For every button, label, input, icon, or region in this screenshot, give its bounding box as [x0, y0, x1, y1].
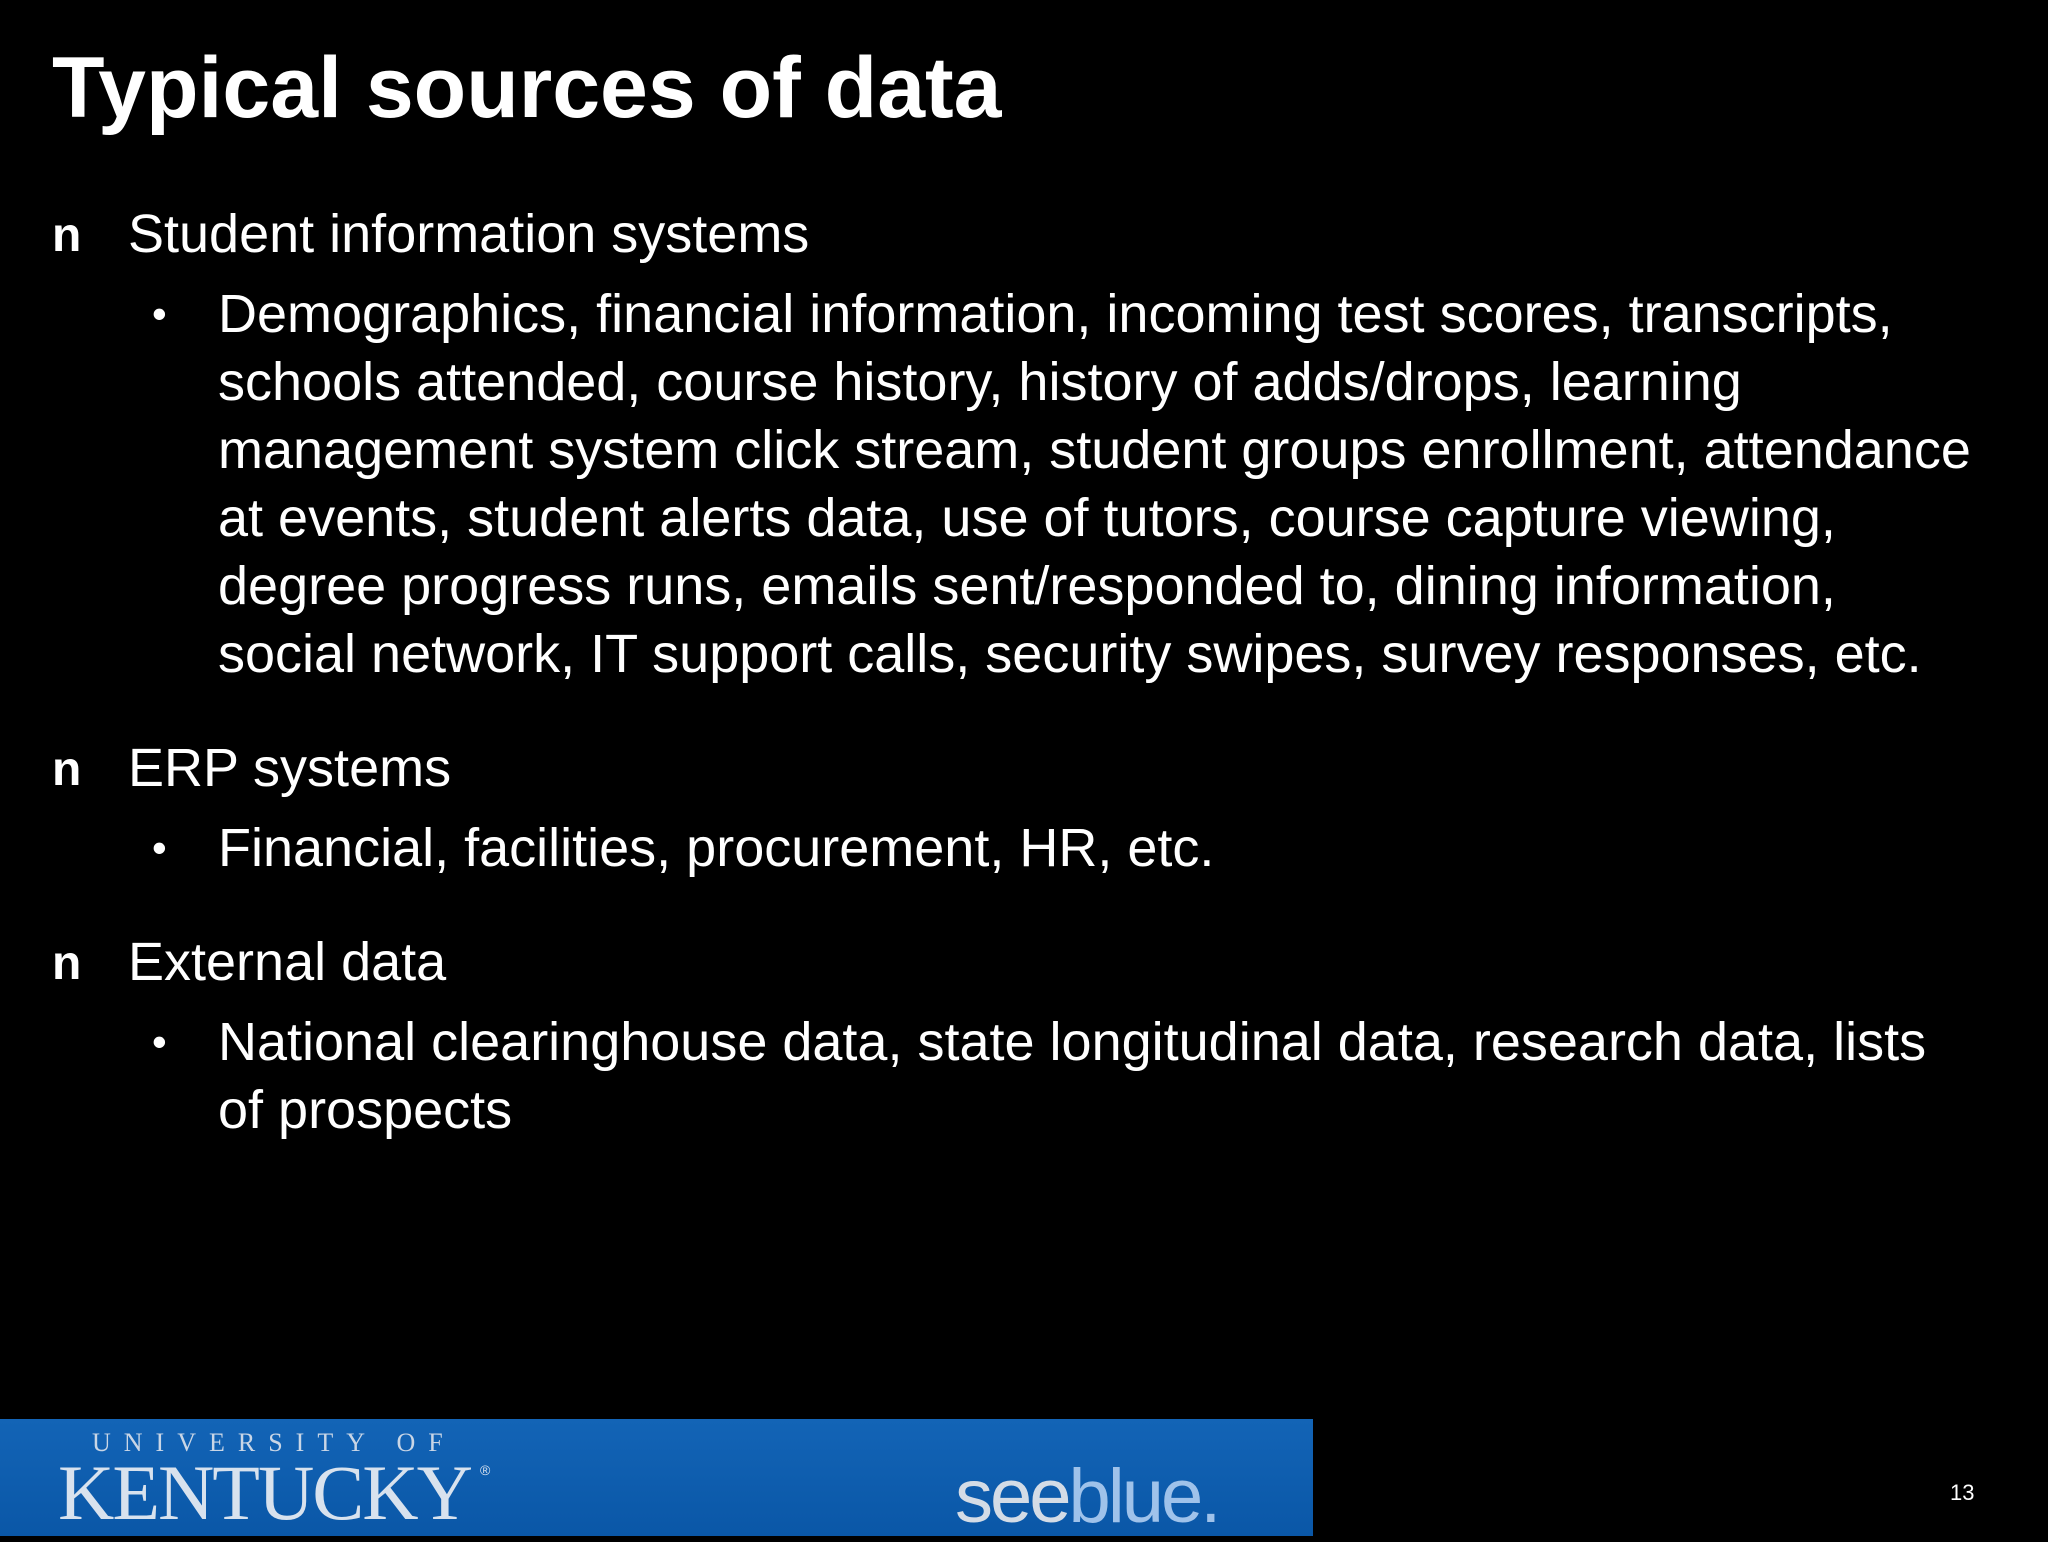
level2-item: [52, 1008, 1972, 1144]
seeblue-blue: blue.: [1068, 1454, 1219, 1539]
bullet-icon: •: [152, 290, 167, 337]
level2-item: [52, 280, 1972, 688]
level1-heading: External data: [128, 932, 447, 992]
slide-title: Typical sources of data: [52, 40, 1002, 136]
level2-detail: Demographics, financial information, incoming test scores, transcripts, schools attended, course history, history of adds/drops, learning management system click stream, student groups enrollment, attendance at events, student alerts data, use of tutors, course capture viewing, degree progress runs, emails sent/responded to, dining information, social network, IT support calls, security swipes, survey responses, etc.: [218, 284, 1971, 684]
section-erp-systems: [52, 734, 1972, 882]
level1-item: [52, 734, 1972, 802]
section-external-data: [52, 928, 1972, 1144]
level1-item: [52, 928, 1972, 996]
slide-content: [52, 200, 1972, 1144]
bullet-icon: •: [152, 824, 167, 871]
level1-heading: ERP systems: [128, 738, 452, 798]
seeblue-logo: [955, 1452, 1218, 1542]
page-number: 13: [1950, 1480, 1975, 1505]
square-bullet-icon: n: [52, 743, 82, 796]
level2-item: [52, 814, 1972, 882]
square-bullet-icon: n: [52, 937, 82, 990]
square-bullet-icon: n: [52, 209, 82, 262]
level1-heading: Student information systems: [128, 204, 810, 264]
bullet-icon: •: [152, 1018, 167, 1065]
level2-detail: Financial, facilities, procurement, HR, etc.: [218, 818, 1215, 878]
level1-item: [52, 200, 1972, 268]
registered-mark: ®: [480, 1462, 491, 1478]
university-of-label: UNIVERSITY OF: [92, 1428, 456, 1457]
level2-detail: National clearinghouse data, state longitudinal data, research data, lists of prospects: [218, 1012, 1927, 1140]
kentucky-logo-text: KENTUCKY: [58, 1449, 471, 1536]
section-student-information-systems: [52, 200, 1972, 688]
seeblue-see: see: [955, 1454, 1069, 1539]
